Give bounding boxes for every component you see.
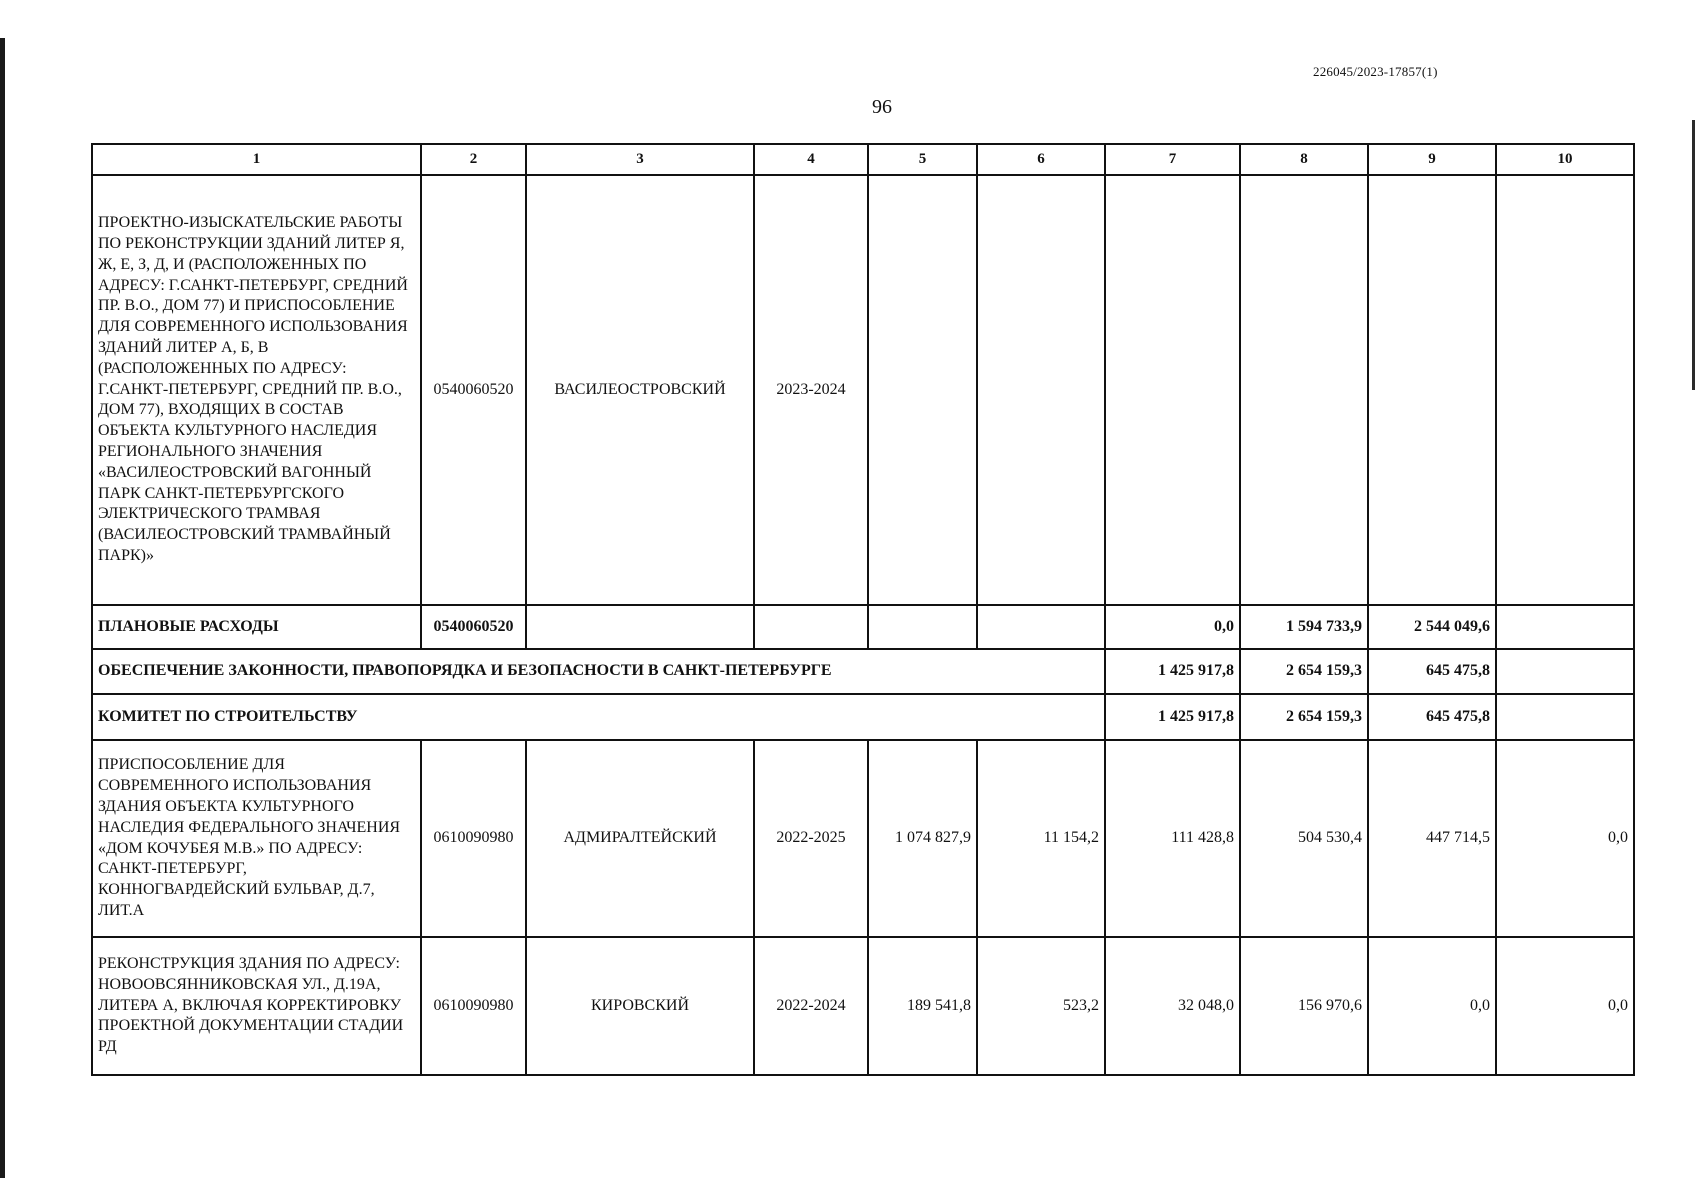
col8-cell	[1240, 175, 1368, 605]
scan-edge	[0, 38, 5, 1178]
col10-cell	[1496, 605, 1634, 649]
object-name-cell: ПЛАНОВЫЕ РАСХОДЫ	[92, 605, 421, 649]
col10-cell: 0,0	[1496, 937, 1634, 1075]
section-title-cell: КОМИТЕТ ПО СТРОИТЕЛЬСТВУ	[92, 694, 1105, 740]
district-cell: КИРОВСКИЙ	[526, 937, 754, 1075]
district-cell: АДМИРАЛТЕЙСКИЙ	[526, 740, 754, 937]
column-header: 3	[526, 144, 754, 175]
col10-cell: 0,0	[1496, 740, 1634, 937]
column-header: 2	[421, 144, 526, 175]
column-header: 10	[1496, 144, 1634, 175]
column-header: 9	[1368, 144, 1496, 175]
section-row	[92, 649, 1634, 694]
object-name-cell: ПРОЕКТНО-ИЗЫСКАТЕЛЬСКИЕ РАБОТЫ ПО РЕКОНСТРУКЦИИ ЗДАНИЙ ЛИТЕР Я, Ж, Е, З, Д, И (РАСПОЛОЖЕННЫХ ПО АДРЕСУ: Г.САНКТ-ПЕТЕРБУРГ, СРЕДНИЙ ПР. В.О., ДОМ 77) И ПРИСПОСОБЛЕНИЕ ДЛЯ СОВРЕМЕННОГО ИСПОЛЬЗОВАНИЯ ЗДАНИЙ ЛИТЕР А, Б, В (РАСПОЛОЖЕННЫХ ПО АДРЕСУ: Г.САНКТ-ПЕТЕРБУРГ, СРЕДНИЙ ПР. В.О., ДОМ 77), ВХОДЯЩИХ В СОСТАВ ОБЪЕКТА КУЛЬТУРНОГО НАСЛЕДИЯ РЕГИОНАЛЬНОГО ЗНАЧЕНИЯ «ВАСИЛЕОСТРОВСКИЙ ВАГОННЫЙ ПАРК САНКТ-ПЕТЕРБУРГСКОГО ЭЛЕКТРИЧЕСКОГО ТРАМВАЯ (ВАСИЛЕОСТРОВСКИЙ ТРАМВАЙНЫЙ ПАРК)»	[92, 175, 421, 605]
col8-cell: 1 594 733,9	[1240, 605, 1368, 649]
col7-cell: 32 048,0	[1105, 937, 1240, 1075]
col5-cell: 1 074 827,9	[868, 740, 977, 937]
col9-cell: 2 544 049,6	[1368, 605, 1496, 649]
col5-cell	[868, 175, 977, 605]
col6-cell	[977, 175, 1105, 605]
budget-table	[91, 143, 1635, 1076]
table-row	[92, 175, 1634, 605]
budget-code-cell: 0610090980	[421, 937, 526, 1075]
col8-cell: 504 530,4	[1240, 740, 1368, 937]
period-cell	[754, 605, 868, 649]
budget-code-cell: 0610090980	[421, 740, 526, 937]
district-cell: ВАСИЛЕОСТРОВСКИЙ	[526, 175, 754, 605]
col7-cell: 111 428,8	[1105, 740, 1240, 937]
col7-cell: 1 425 917,8	[1105, 649, 1240, 694]
column-header: 7	[1105, 144, 1240, 175]
table-row	[92, 605, 1634, 649]
table-row	[92, 937, 1634, 1075]
col9-cell: 645 475,8	[1368, 649, 1496, 694]
budget-code-cell: 0540060520	[421, 175, 526, 605]
col6-cell: 11 154,2	[977, 740, 1105, 937]
document-id: 226045/2023-17857(1)	[1313, 64, 1438, 79]
col8-cell: 156 970,6	[1240, 937, 1368, 1075]
period-cell: 2022-2025	[754, 740, 868, 937]
column-header: 1	[92, 144, 421, 175]
col7-cell: 1 425 917,8	[1105, 694, 1240, 740]
column-header: 5	[868, 144, 977, 175]
col6-cell: 523,2	[977, 937, 1105, 1075]
col8-cell: 2 654 159,3	[1240, 694, 1368, 740]
col10-cell	[1496, 175, 1634, 605]
budget-code-cell: 0540060520	[421, 605, 526, 649]
col5-cell	[868, 605, 977, 649]
col9-cell: 0,0	[1368, 937, 1496, 1075]
section-row	[92, 694, 1634, 740]
object-name-cell: ПРИСПОСОБЛЕНИЕ ДЛЯ СОВРЕМЕННОГО ИСПОЛЬЗОВАНИЯ ЗДАНИЯ ОБЪЕКТА КУЛЬТУРНОГО НАСЛЕДИЯ ФЕДЕРАЛЬНОГО ЗНАЧЕНИЯ «ДОМ КОЧУБЕЯ М.В.» ПО АДРЕСУ: САНКТ-ПЕТЕРБУРГ, КОННОГВАРДЕЙСКИЙ БУЛЬВАР, Д.7, ЛИТ.А	[92, 740, 421, 937]
column-header: 6	[977, 144, 1105, 175]
district-cell	[526, 605, 754, 649]
col9-cell: 645 475,8	[1368, 694, 1496, 740]
period-cell: 2022-2024	[754, 937, 868, 1075]
section-title-cell: ОБЕСПЕЧЕНИЕ ЗАКОННОСТИ, ПРАВОПОРЯДКА И БЕЗОПАСНОСТИ В САНКТ-ПЕТЕРБУРГЕ	[92, 649, 1105, 694]
object-name-cell: РЕКОНСТРУКЦИЯ ЗДАНИЯ ПО АДРЕСУ: НОВООВСЯННИКОВСКАЯ УЛ., Д.19А, ЛИТЕРА А, ВКЛЮЧАЯ КОРРЕКТИРОВКУ ПРОЕКТНОЙ ДОКУМЕНТАЦИИ СТАДИИ РД	[92, 937, 421, 1075]
col5-cell: 189 541,8	[868, 937, 977, 1075]
col7-cell: 0,0	[1105, 605, 1240, 649]
table-row	[92, 740, 1634, 937]
column-header-row	[92, 144, 1634, 175]
column-header: 4	[754, 144, 868, 175]
period-cell: 2023-2024	[754, 175, 868, 605]
col9-cell	[1368, 175, 1496, 605]
col7-cell	[1105, 175, 1240, 605]
column-header: 8	[1240, 144, 1368, 175]
col8-cell: 2 654 159,3	[1240, 649, 1368, 694]
col10-cell	[1496, 649, 1634, 694]
col10-cell	[1496, 694, 1634, 740]
col9-cell: 447 714,5	[1368, 740, 1496, 937]
page-number: 96	[872, 96, 892, 118]
col6-cell	[977, 605, 1105, 649]
